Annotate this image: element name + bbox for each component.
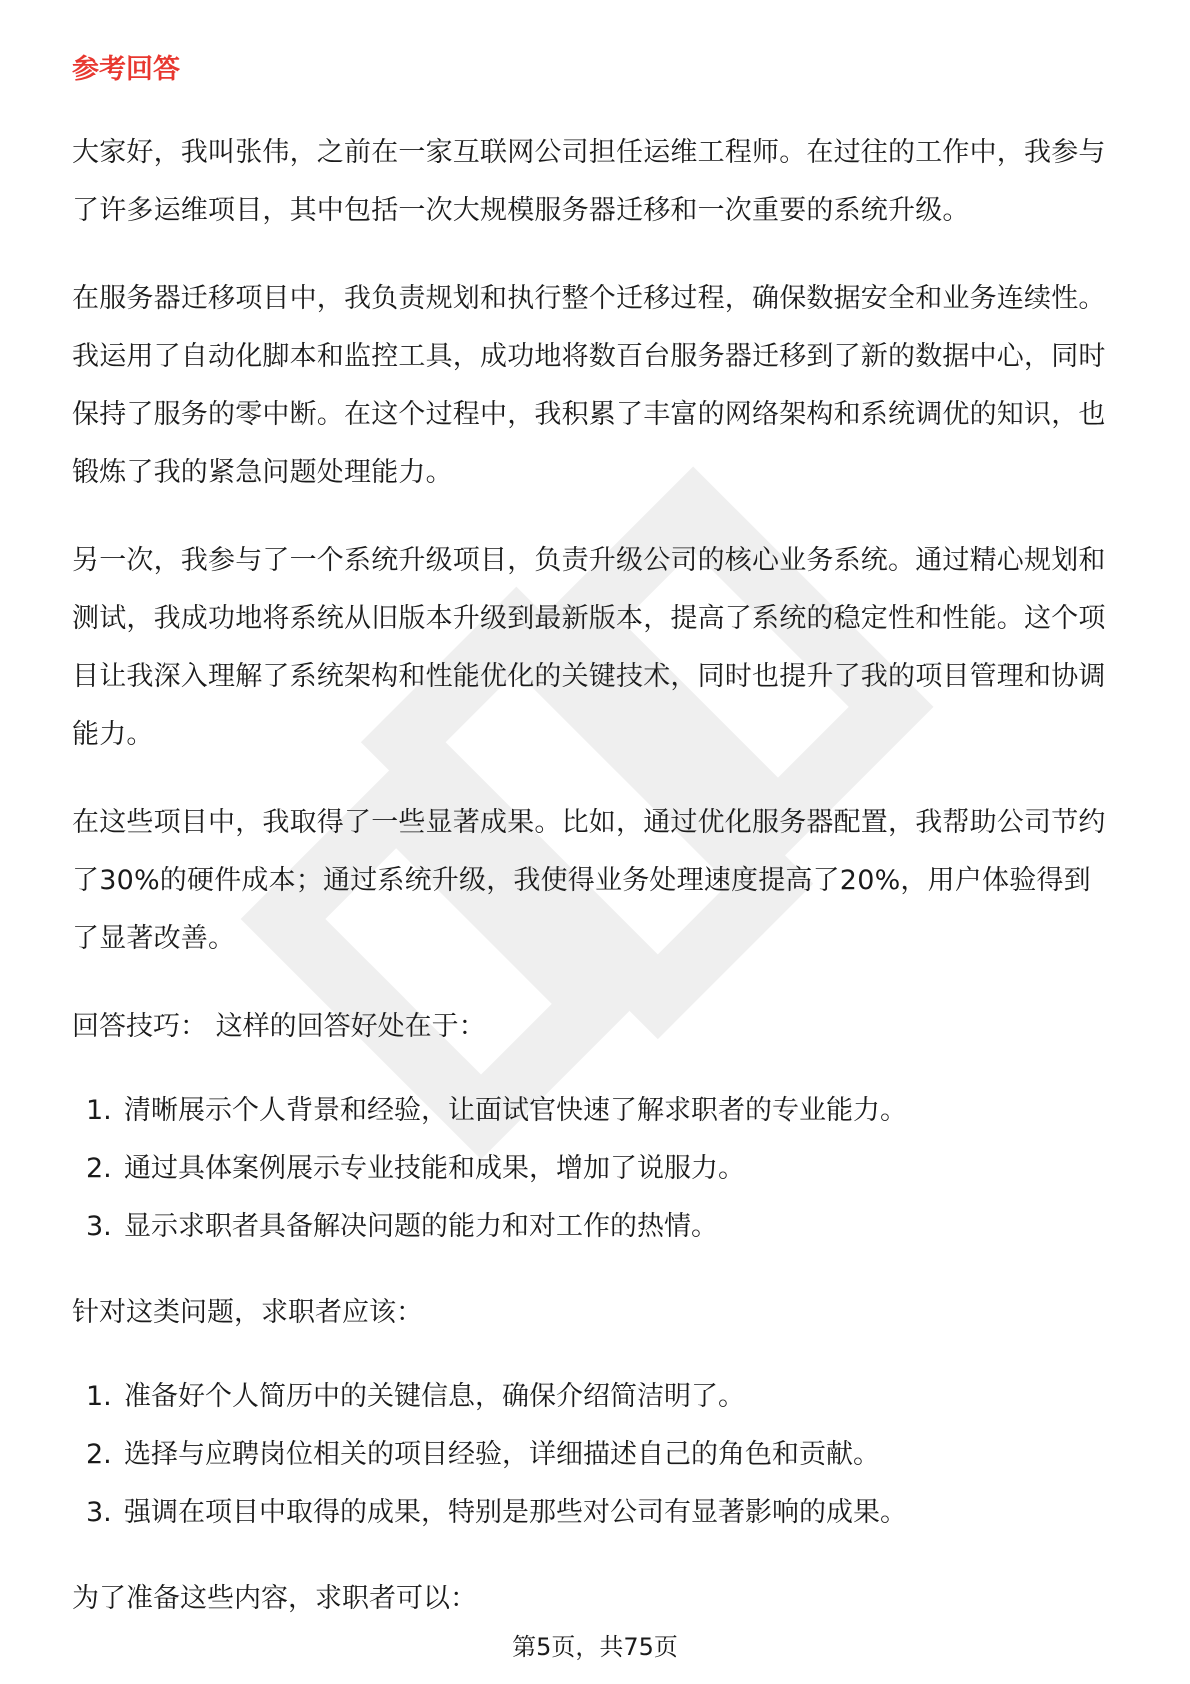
list-item-text: 显示求职者具备解决问题的能力和对工作的热情。 (124, 1211, 718, 1242)
list-item-text: 选择与应聘岗位相关的项目经验，详细描述自己的角色和贡献。 (124, 1439, 880, 1470)
list-item (72, 1140, 1118, 1198)
list-item-text: 清晰展示个人背景和经验，让面试官快速了解求职者的专业能力。 (124, 1095, 907, 1126)
paragraph-intro: 大家好，我叫张伟，之前在一家互联网公司担任运维工程师。在过往的工作中，我参与了许多运维项目，其中包括一次大规模服务器迁移和一次重要的系统升级。 (72, 137, 1106, 226)
advice-heading: 针对这类问题，求职者应该： (72, 1297, 423, 1328)
list-number: 1. (86, 1381, 112, 1412)
list-item (72, 1484, 1118, 1542)
section-title: 参考回答 (72, 54, 180, 85)
list-number: 2. (86, 1153, 112, 1184)
tips-heading: 回答技巧： 这样的回答好处在于： (72, 1011, 486, 1042)
list-number: 2. (86, 1439, 112, 1470)
list-number: 3. (86, 1211, 112, 1242)
tips-list (72, 1082, 1118, 1256)
advice-list (72, 1368, 1118, 1542)
prep-heading: 为了准备这些内容，求职者可以： (72, 1583, 477, 1614)
list-item (72, 1426, 1118, 1484)
paragraph-migration: 在服务器迁移项目中，我负责规划和执行整个迁移过程，确保数据安全和业务连续性。我运用了自动化脚本和监控工具，成功地将数百台服务器迁移到了新的数据中心，同时保持了服务的零中断。在这个过程中，我积累了丰富的网络架构和系统调优的知识，也锻炼了我的紧急问题处理能力。 (72, 283, 1106, 488)
list-item (72, 1368, 1118, 1426)
list-number: 3. (86, 1497, 112, 1528)
list-item-text: 准备好个人简历中的关键信息，确保介绍简洁明了。 (124, 1381, 745, 1412)
list-number: 1. (86, 1095, 112, 1126)
list-item (72, 1082, 1118, 1140)
page-footer: 第5页，共75页 (512, 1633, 678, 1661)
list-item-text: 强调在项目中取得的成果，特别是那些对公司有显著影响的成果。 (124, 1497, 907, 1528)
paragraph-results: 在这些项目中，我取得了一些显著成果。比如，通过优化服务器配置，我帮助公司节约了30%的硬件成本；通过系统升级，我使得业务处理速度提高了20%，用户体验得到了显著改善。 (72, 807, 1106, 954)
paragraph-upgrade: 另一次，我参与了一个系统升级项目，负责升级公司的核心业务系统。通过精心规划和测试，我成功地将系统从旧版本升级到最新版本，提高了系统的稳定性和性能。这个项目让我深入理解了系统架构和性能优化的关键技术，同时也提升了我的项目管理和协调能力。 (72, 545, 1106, 750)
list-item-text: 通过具体案例展示专业技能和成果，增加了说服力。 (124, 1153, 745, 1184)
document-content (72, 50, 1118, 1654)
list-item (72, 1198, 1118, 1256)
